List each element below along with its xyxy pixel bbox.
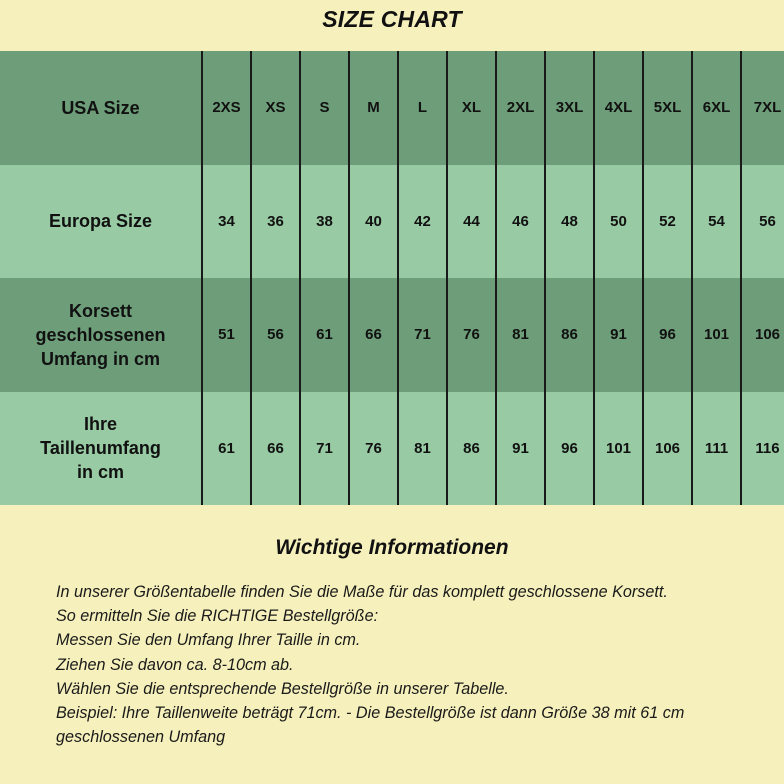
table-cell: 96	[643, 278, 692, 392]
table-cell: 5XL	[643, 51, 692, 165]
info-line: Messen Sie den Umfang Ihrer Taille in cm.	[56, 631, 361, 650]
table-cell: S	[300, 51, 349, 165]
table-cell: 54	[692, 165, 741, 279]
row-label: Korsett geschlossenen Umfang in cm	[0, 278, 202, 392]
table-cell: 76	[349, 392, 398, 506]
row-label: USA Size	[0, 51, 202, 165]
table-cell: 61	[300, 278, 349, 392]
table-cell: XL	[447, 51, 496, 165]
table-cell: XS	[251, 51, 300, 165]
table-cell: 38	[300, 165, 349, 279]
table-cell: 96	[545, 392, 594, 506]
table-cell: 52	[643, 165, 692, 279]
table-cell: 101	[594, 392, 643, 506]
table-cell: M	[349, 51, 398, 165]
table-cell: 44	[447, 165, 496, 279]
info-line: Wählen Sie die entsprechende Bestellgröße in unserer Tabelle.	[56, 679, 509, 698]
table-cell: 42	[398, 165, 447, 279]
size-table-container	[0, 51, 784, 505]
table-cell: 36	[251, 165, 300, 279]
size-table	[0, 51, 784, 505]
page-title: SIZE CHART	[322, 6, 462, 32]
table-cell: 2XS	[202, 51, 251, 165]
table-cell: 6XL	[692, 51, 741, 165]
table-cell: 3XL	[545, 51, 594, 165]
table-cell: 76	[447, 278, 496, 392]
table-cell: 50	[594, 165, 643, 279]
table-cell: 7XL	[741, 51, 784, 165]
table-cell: 106	[741, 278, 784, 392]
table-cell: 48	[545, 165, 594, 279]
table-cell: 111	[692, 392, 741, 506]
table-cell: 101	[692, 278, 741, 392]
table-row	[0, 51, 784, 165]
table-cell: 86	[447, 392, 496, 506]
row-label: Ihre Taillenumfang in cm	[0, 392, 202, 506]
table-cell: 56	[741, 165, 784, 279]
table-cell: 66	[251, 392, 300, 506]
table-cell: 81	[496, 278, 545, 392]
table-cell: 106	[643, 392, 692, 506]
info-line: In unserer Größentabelle finden Sie die Maße für das komplett geschlossene Korsett.	[56, 583, 668, 601]
table-row	[0, 165, 784, 279]
table-cell: 61	[202, 392, 251, 506]
table-cell: 34	[202, 165, 251, 279]
table-cell: 86	[545, 278, 594, 392]
table-cell: 91	[496, 392, 545, 506]
info-title: Wichtige Informationen	[275, 536, 509, 559]
info-line: Beispiel: Ihre Taillenweite beträgt 71cm. - Die Bestellgröße ist dann Größe 38 mit 61 cm	[56, 704, 685, 723]
table-cell: 4XL	[594, 51, 643, 165]
table-cell: 71	[398, 278, 447, 392]
size-table-body	[0, 51, 784, 505]
row-label: Europa Size	[0, 165, 202, 279]
table-cell: L	[398, 51, 447, 165]
table-cell: 66	[349, 278, 398, 392]
info-line: geschlossenen Umfang	[56, 728, 226, 747]
info-line: Ziehen Sie davon ca. 8-10cm ab.	[56, 655, 294, 674]
info-line: So ermitteln Sie die RICHTIGE Bestellgröße:	[56, 607, 379, 626]
table-cell: 116	[741, 392, 784, 506]
table-cell: 51	[202, 278, 251, 392]
table-cell: 2XL	[496, 51, 545, 165]
table-cell: 46	[496, 165, 545, 279]
table-cell: 56	[251, 278, 300, 392]
table-row	[0, 392, 784, 506]
table-row	[0, 278, 784, 392]
table-cell: 91	[594, 278, 643, 392]
table-cell: 40	[349, 165, 398, 279]
info-text	[56, 580, 776, 749]
table-cell: 71	[300, 392, 349, 506]
table-cell: 81	[398, 392, 447, 506]
